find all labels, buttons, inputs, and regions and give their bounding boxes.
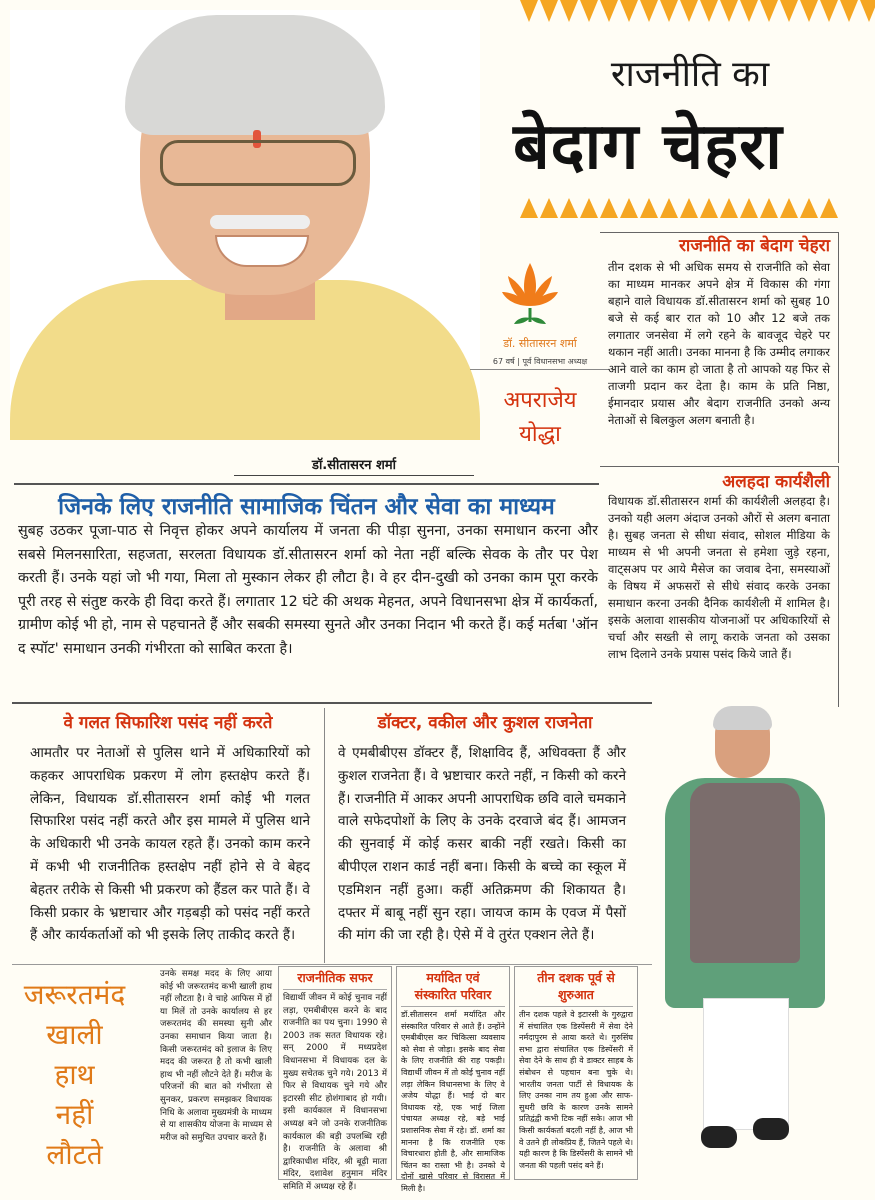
saffron-triangle — [540, 0, 558, 22]
col-family-heading-1: मर्यादित एवं — [426, 970, 480, 985]
saffron-triangle — [600, 0, 618, 22]
section-divider — [12, 702, 652, 704]
saffron-triangle — [820, 198, 838, 218]
saffron-triangle — [720, 0, 738, 22]
trousers-shape — [703, 998, 789, 1130]
saffron-triangle — [800, 198, 818, 218]
column-divider — [324, 708, 325, 963]
saffron-triangle — [680, 0, 698, 22]
needy-line2: खाली — [46, 1018, 103, 1051]
intro-paragraph: सुबह उठकर पूजा-पाठ से निवृत्त होकर अपने कार्यालय में जनता की पीड़ा सुनना, उनका समाधान करना और सबसे मिलनसारिता, सहजता, सरलता विधायक डॉ.सीतासरन शर्मा को नेता नहीं बल्कि सेवक के तौर पर पेश करती हैं। उनके यहां जो भी गया, मिला तो मुस्कान लेकर ही लौटा है। वे हर दीन-दुखी को उनका काम पूरा करके पूरी तरह से संतुष्ट करके ही विदा करते हैं। लगातार 12 घंटे की अथक मेहनत, अपने विधानसभा क्षेत्र में कार्यकर्ता, ग्रामीण कोई भी हो, नाम से पहचानते हैं और सबकी समस्या सुनते और उनका निदान भी करते हैं। कई मर्तबा 'ऑन द स्पॉट' समाधान उनकी गंभीरता को साबित करता है। — [18, 523, 598, 657]
hair-shape-2 — [713, 706, 772, 730]
saffron-triangle — [780, 198, 798, 218]
saffron-triangle — [620, 198, 638, 218]
saffron-triangle — [620, 0, 638, 22]
bottom-divider — [12, 964, 652, 965]
saffron-triangle — [600, 198, 618, 218]
saffron-triangle — [580, 0, 598, 22]
saffron-triangle — [700, 198, 718, 218]
byline: डॉ.सीतासरन शर्मा — [234, 455, 474, 476]
col-political-journey-text: विद्यार्थी जीवन में कोई चुनाव नहीं लड़ा, एमबीबीएस करने के बाद राजनीति का पथ चुना। 1990 से 2003 तक सतत विधायक रहे। सन् 2000 में मध्यप्रदेश विधानसभा में विधायक दल के मुख्य सचेतक चुने गये। 2013 में फिर से विधायक चुने गये और इटारसी सीट होशंगाबाद हो गयी। इसी कार्यकाल में विधानसभा अध्यक्ष बने जो उनके राजनीतिक कार्यकाल की बड़ी उपलब्धि रही है। राजनीति के अलावा श्री द्वारिकाधीश मंदिर, श्री बूढ़ी माता मंदिर, दशावेश हनुमान मंदिर समिति में अध्यक्ष रहे हैं। — [283, 993, 387, 1192]
jacket-shape — [690, 783, 800, 963]
right-box-2-heading: अलहदा कार्यशैली — [722, 472, 830, 492]
saffron-triangle — [800, 0, 818, 22]
needy-never-empty-handed — [12, 975, 137, 1175]
section-doctor-lawyer-text: वे एमबीबीएस डॉक्टर हैं, शिक्षाविद हैं, अधिवक्ता हैं और कुशल राजनेता हैं। वे भ्रष्टाचार करते नहीं, न किसी को करने हैं। राजनीति में आकर अपनी आपराधिक छवि वाले चमकाने वाले सफेदपोशों के लिए के उनके दरवाजे बंद हैं। आमजन की सुनवाई में कोई कसर बाकी नहीं रखते। किसी का बीपीएल राशन कार्ड नहीं बना। किसी के बच्चे का स्कूल में एडमिशन नहीं हुआ। कहीं अतिक्रमण की शिकायत है। दफ्तर में बाबू नहीं सुन रहा। जायज काम के एवज में पैसों की मांग की जा रही है। ऐसे में वे तुरंत एक्शन लेते हैं। — [338, 745, 626, 944]
standing-portrait-photo — [655, 708, 835, 1158]
needy-line4: नहीं — [55, 1098, 94, 1131]
logo-subtitle: 67 वर्ष | पूर्व विधानसभा अध्यक्ष — [470, 356, 610, 370]
saffron-triangle — [580, 198, 598, 218]
saffron-triangle — [780, 0, 798, 22]
col-three-decades-heading-2: शुरुआत — [558, 987, 594, 1002]
saffron-triangle — [740, 0, 758, 22]
col-three-decades-heading — [519, 969, 633, 1007]
col-three-decades — [514, 966, 638, 1180]
title-big: बेदाग चेहरा — [513, 109, 783, 184]
section-no-wrong-recommendation-heading: वे गलत सिफारिश पसंद नहीं करते — [63, 713, 273, 733]
saffron-triangle — [840, 0, 858, 22]
right-box-distinct-style — [600, 466, 839, 707]
title-small: राजनीति का — [610, 54, 770, 95]
section-no-wrong-recommendation-text: आमतौर पर नेताओं से पुलिस थाने में अधिकारियों को कहकर आपराधिक प्रकरण में लोग हस्तक्षेप करते हैं। लेकिन, विधायक डॉ.सीतासरन शर्मा कोई भी गलत सिफारिश पसंद नहीं करते और इस मामले में पुलिस थाने के अधिकारी भी उनके कायल रहते हैं। उनको काम करने में कभी भी राजनीतिक हस्तक्षेप नहीं होने से वे बेहद बेहतर तरीके से किसी भी प्रकरण को हैंडल कर पाते हैं। वे किसी प्रकार के भ्रष्टाचार और गड़बड़ी को पसंद नहीं करते हैं और कार्यकर्ताओं को भी इसके लिए ताकीद करते हैं। — [30, 745, 310, 944]
saffron-triangle — [860, 0, 875, 22]
aparajey-yoddha — [490, 384, 590, 452]
col-family-heading-2: संस्कारित परिवार — [414, 987, 492, 1002]
title-saffron-decoration — [520, 196, 840, 218]
saffron-triangle — [700, 0, 718, 22]
hero-portrait-photo — [10, 10, 480, 440]
col-needy-text: उनके समक्ष मदद के लिए आया कोई भी जरूरतमंद कभी खाली हाथ नहीं लौटता है। वे चाहे आफिस में हों या मिलें तो उनके कार्यालय से हर जरूरतमंद की समस्या सुनी और उनका समाधान किया जाता है। किसी जरूरतमंद को इलाज के लिए मदद की जरूरत है तो कभी खाली हाथ भी नहीं लौटने देते हैं। मरीज के परिजनों की बात को गंभीरता से सुनकर, प्रकरण समझकर विधायक निधि के अलावा मुख्यमंत्री के माध्यम से या शासकीय योजना के माध्यम से मरीज को समुचित उपचार करते हैं। — [160, 969, 272, 1143]
bjp-lotus-icon — [500, 258, 560, 328]
right-box-1-text: तीन दशक से भी अधिक समय से राजनीति को सेवा का माध्यम मानकर अपने क्षेत्र में विकास की गंगा बहाने वाले विधायक डॉ.सीतासरन शर्मा को सुबह 10 बजे से कई बार रात को 10 और 12 बजे तक लगातार जनसेवा में लगे रहने के बावजूद चेहरे पर थकान नहीं आती। उनका मानना है कि उम्मीद लगाकर आने वाले का काम हो जाता है तो आपको यह फिर से ताजगी प्रदान कर देता है। काम के प्रति निष्ठा, ईमानदार प्रयास और बेदाग राजनीति उनको अन्य नेताओं से बिलकुल अलग बनाती है। — [608, 260, 830, 427]
saffron-triangle — [520, 198, 538, 218]
moustache-shape — [210, 215, 310, 229]
saffron-triangle — [760, 198, 778, 218]
col-political-journey-heading: राजनीतिक सफर — [283, 969, 387, 990]
needy-line3: हाथ — [54, 1058, 95, 1091]
saffron-triangle — [560, 0, 578, 22]
col-three-decades-heading-1: तीन दशक पूर्व से — [537, 970, 615, 985]
col-political-journey — [278, 966, 392, 1192]
saffron-triangle — [740, 198, 758, 218]
right-shoe — [753, 1118, 789, 1140]
saffron-triangle — [540, 198, 558, 218]
col-family-text: डॉ.सीतासरन शर्मा मर्यादित और संस्कारित परिवार से आते हैं। उन्होंने एमबीबीएस कर चिकित्सा व्यवसाय को सेवा से जोड़ा। इसके बाद सेवा के लिए राजनीति की राह पकड़ी। विद्यार्थी जीवन में तो कोई चुनाव नहीं लड़ा लेकिन विधानसभा के लिए वे अजेय योद्धा हैं। भाई दो बार विधायक रहे, एक भाई जिला पंचायत अध्यक्ष रहे, बड़े भाई प्रशासनिक सेवा में रहे। डॉ. शर्मा का मानना है कि राजनीति एक विचारधारा होती है, और सामाजिक चिंतन का रास्ता भी है। उनको ये दोनों खासे परिवार से विरासत में मिली है। — [401, 1010, 505, 1193]
saffron-triangle — [720, 198, 738, 218]
saffron-triangle — [560, 198, 578, 218]
right-box-clean-face — [600, 232, 839, 463]
main-headline: जिनके लिए राजनीति सामाजिक चिंतन और सेवा का माध्यम — [14, 483, 599, 521]
saffron-triangle — [680, 198, 698, 218]
saffron-triangle — [820, 0, 838, 22]
saffron-triangle — [640, 198, 658, 218]
aparajey-line1: अपराजेय — [503, 388, 577, 413]
logo-name: डॉ. सीतासरन शर्मा — [503, 337, 577, 350]
glasses-shape — [160, 140, 356, 186]
needy-line5: लौटते — [46, 1138, 103, 1171]
col-three-decades-text: तीन दशक पहले वे इटारसी के गुरुद्वारा में संचालित एक डिस्पेंसरी में सेवा देने नर्मदापुरम से आया करते थे। गुरुसिंघ सभा द्वारा संचालित एक डिस्पेंसरी में सेवा देने के साथ ही वे डाक्टर साहब के संबोधन से पहचान बना चुके थे। भारतीय जनता पार्टी से विधायक के लिए उनका नाम तय हुआ और साफ-सुथरी छवि के कारण उनके सामने प्रतिद्वंद्वी कभी टिक नहीं सके। आज भी किसी कार्यकर्ता बदली नहीं है, आज भी वे उतने ही लोकप्रिय हैं, जितने पहले थे। यही कारण है कि डिस्पेंसरी के सामने भी जनता की पहली पसंद बने हैं। — [519, 1010, 633, 1170]
col-family-heading — [401, 969, 505, 1007]
aparajey-line2: योद्धा — [519, 422, 561, 447]
left-shoe — [701, 1126, 737, 1148]
saffron-triangle — [760, 0, 778, 22]
right-box-1-heading: राजनीति का बेदाग चेहरा — [678, 236, 830, 256]
saffron-triangle — [660, 0, 678, 22]
top-saffron-decoration — [520, 0, 875, 40]
section-doctor-lawyer-heading: डॉक्टर, वकील और कुशल राजनेता — [377, 713, 593, 733]
hair-shape — [125, 15, 385, 135]
saffron-triangle — [640, 0, 658, 22]
col-family — [396, 966, 510, 1193]
saffron-triangle — [660, 198, 678, 218]
saffron-triangle — [520, 0, 538, 22]
needy-line1: जरूरतमंद — [23, 978, 126, 1011]
right-box-2-text: विधायक डॉ.सीतासरन शर्मा की कार्यशैली अलहदा है। उनको यही अलग अंदाज उनको औरों से अलग बनाता है। सुबह जनता से सीधा संवाद, सोशल मीडिया के माध्यम से भी अपनी जनता से हमेशा जुड़े रहना, वाट्सअप पर आये मैसेज का जवाब देना, समस्याओं के विषय में अफसरों से सीधे संवाद करके उनका समाधान करना उनकी दैनिक कार्यशैली में शामिल है। इसके अलावा शासकीय योजनाओं पर अधिकारियों से चर्चा और सख्ती से लागू कराके जनता को उसका लाभ दिलाने उनके प्रयास पसंद किये जाते हैं। — [608, 494, 830, 661]
